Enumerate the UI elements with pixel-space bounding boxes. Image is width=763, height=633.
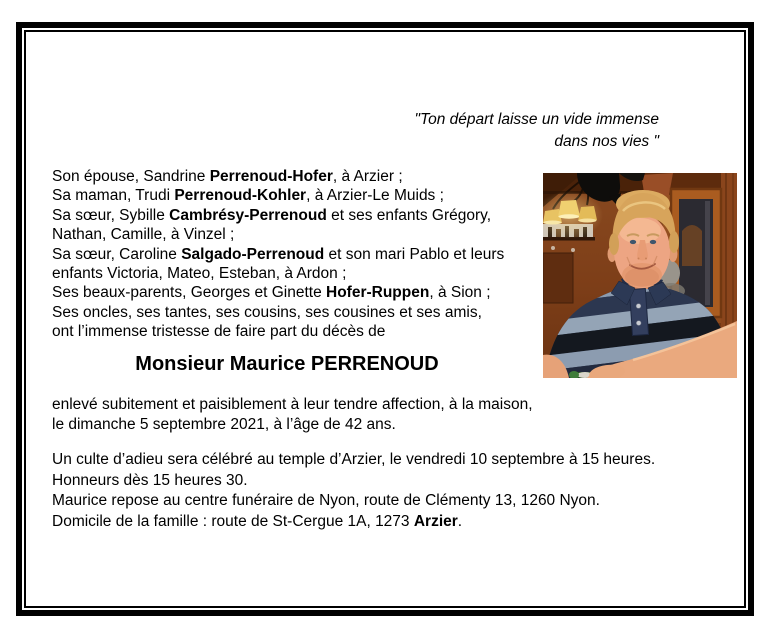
text-line: ont l’immense tristesse de faire part du décès de [52, 323, 386, 341]
text-line: Ses oncles, ses tantes, ses cousins, ses cousines et ses amis, [52, 303, 482, 321]
memorial-quote [415, 109, 659, 153]
quote-line-2: dans nos vies " [554, 133, 659, 150]
text-line: Maurice repose au centre funéraire de Nyon, route de Clémenty 13, 1260 Nyon. [52, 492, 600, 509]
text-line: Nathan, Camille, à Vinzel ; [52, 226, 235, 244]
text-line: Sa sœur, Caroline Salgado-Perrenoud et son mari Pablo et leurs [52, 245, 505, 263]
deceased-name: Monsieur Maurice PERRENOUD [135, 353, 439, 375]
text-line: Un culte d’adieu sera célébré au temple d’Arzier, le vendredi 10 septembre à 15 heures. [52, 451, 656, 468]
text-line: Sa maman, Trudi Perrenoud-Kohler, à Arzier-Le Muids ; [52, 187, 444, 205]
quote-line-1: "Ton départ laisse un vide immense [414, 111, 659, 128]
text-line: enfants Victoria, Mateo, Esteban, à Ardon ; [52, 265, 347, 283]
text-line: Ses beaux-parents, Georges et Ginette Hofer-Ruppen, à Sion ; [52, 284, 491, 302]
text-line: Honneurs dès 15 heures 30. [52, 471, 248, 489]
ceremony-details [52, 450, 655, 532]
family-announcement [52, 167, 504, 342]
portrait-illustration [543, 173, 737, 378]
death-details [52, 395, 533, 435]
text-line: Domicile de la famille : route de St-Cergue 1A, 1273 Arzier. [52, 512, 463, 530]
text-line: enlevé subitement et paisiblement à leur tendre affection, à la maison, [52, 396, 533, 413]
text-line: Sa sœur, Sybille Cambrésy-Perrenoud et ses enfants Grégory, [52, 206, 492, 224]
text-line: Son épouse, Sandrine Perrenoud-Hofer, à Arzier ; [52, 168, 403, 185]
portrait-photo [543, 173, 737, 378]
text-line: le dimanche 5 septembre 2021, à l’âge de 42 ans. [52, 416, 396, 433]
